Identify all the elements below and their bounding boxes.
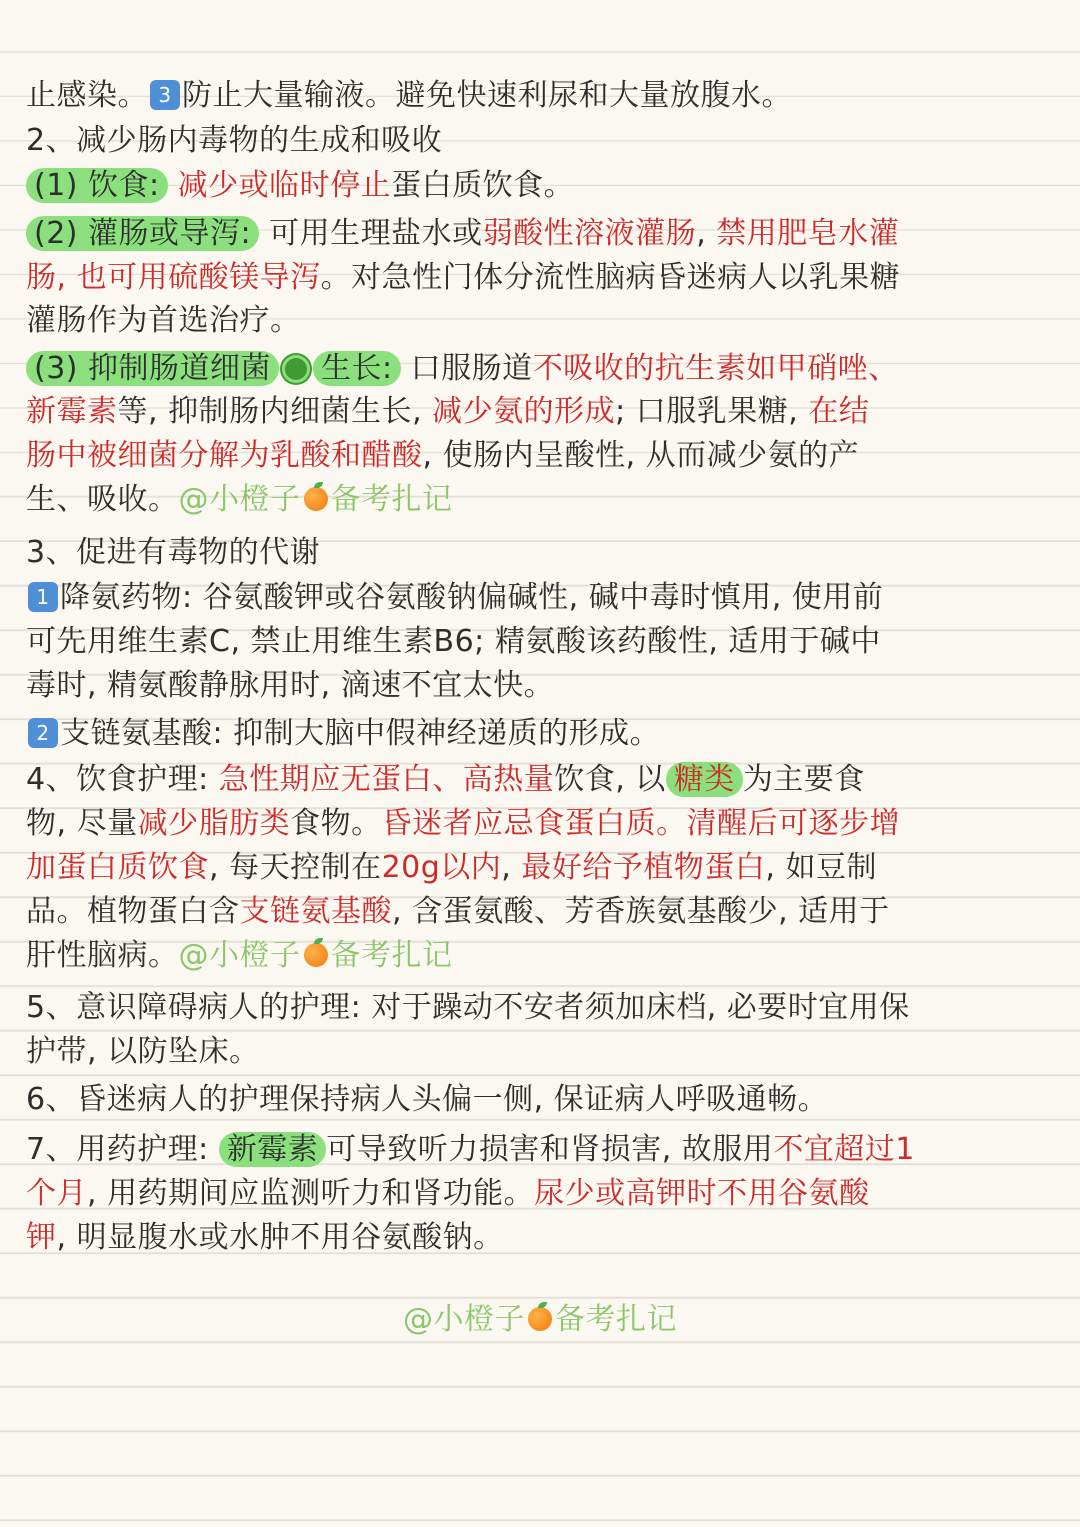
text-span: 防止大量输液。避免快速利尿和大量放腹水。 — [182, 78, 792, 113]
note-line — [26, 478, 1056, 522]
emphasis-text: 不宜超过1 — [773, 1132, 915, 1167]
emphasis-text: 加蛋白质饮食 — [26, 850, 209, 885]
number-badge-icon: 3 — [150, 80, 180, 110]
emphasis-text: 不吸收的抗生素如甲硝唑、 — [532, 351, 899, 386]
number-badge-icon: 1 — [28, 582, 58, 612]
watermark-footer — [0, 1298, 1080, 1342]
note-line — [26, 890, 1056, 934]
note-line — [26, 164, 1056, 208]
highlighted-text: 新霉素 — [219, 1132, 327, 1167]
text-span: 5、意识障碍病人的护理: 对于躁动不安者须加床档, 必要时宜用保 — [26, 990, 910, 1025]
emphasis-text: 支链氨基酸 — [239, 894, 392, 929]
emphasis-text: 禁用肥皂水灌 — [716, 216, 900, 251]
text-span: ; 口服乳果糖, — [615, 394, 809, 429]
text-span: , 明显腹水或水肿不用谷氨酸钠。 — [56, 1220, 504, 1255]
watermark-text: @小橙子 — [403, 1302, 525, 1337]
highlighted-text: (1) 饮食: — [26, 168, 168, 203]
emphasis-text: 在结 — [808, 394, 870, 429]
text-span: , 使肠内呈酸性, 从而减少氨的产 — [422, 438, 860, 473]
note-line — [26, 664, 1056, 708]
note-line — [26, 712, 1056, 756]
note-line — [26, 1030, 1056, 1074]
note-line — [26, 347, 1056, 391]
emphasis-text: 减少氨的形成 — [432, 394, 616, 429]
note-line — [26, 986, 1056, 1030]
text-span: 肝性脑病。 — [26, 938, 179, 973]
text-span: , — [696, 216, 717, 251]
emphasis-text: 急性期应无蛋白、高热量 — [218, 762, 555, 797]
watermark-text: @小橙子 — [178, 938, 301, 973]
highlighted-text: 生长: — [313, 351, 401, 386]
emphasis-text: 钾 — [26, 1220, 57, 1255]
watermark-text: 备考扎记 — [555, 1302, 677, 1337]
highlighted-text: (3) 抑制肠道细菌 — [26, 351, 279, 386]
highlighted-text: 糖类 — [666, 762, 743, 797]
orange-icon — [304, 487, 328, 511]
note-line — [26, 620, 1056, 664]
text-span: , 如豆制 — [765, 850, 877, 885]
emphasis-text: 20g以内 — [381, 850, 502, 885]
emphasis-text: 个月 — [26, 1176, 87, 1211]
text-span: 4、饮食护理: — [26, 762, 219, 797]
text-span: 饮食, 以 — [554, 762, 666, 797]
note-line — [26, 576, 1056, 620]
emphasis-text: 肠, 也可用硫酸镁导泻 — [26, 260, 321, 295]
note-line — [26, 934, 1056, 978]
watermark-text: 备考扎记 — [330, 938, 453, 973]
emphasis-text: 肠中被细菌分解为乳酸和醋酸 — [26, 438, 423, 473]
note-line — [26, 299, 1056, 343]
watermark-text: @小橙子 — [178, 482, 301, 517]
note-line — [26, 531, 1056, 575]
note-line — [26, 1078, 1056, 1122]
note-line — [26, 846, 1056, 890]
note-line — [26, 390, 1056, 434]
text-span: 口服肠道 — [400, 351, 533, 386]
text-span: 食物。 — [290, 806, 382, 841]
text-span: 蛋白质饮食。 — [391, 168, 575, 203]
emphasis-text: 减少或临时停止 — [167, 168, 392, 203]
number-badge-icon: 2 — [28, 718, 58, 748]
watermark-text: 备考扎记 — [330, 482, 453, 517]
text-span: 等, 抑制肠内细菌生长, — [117, 394, 433, 429]
emphasis-text: 尿少或高钾时不用谷氨酸 — [534, 1176, 870, 1211]
text-span: 护带, 以防坠床。 — [26, 1034, 260, 1069]
orange-icon — [304, 943, 328, 967]
text-span: 6、昏迷病人的护理保持病人头偏一侧, 保证病人呼吸通畅。 — [26, 1082, 829, 1117]
note-line — [26, 1128, 1056, 1172]
text-span: 生、吸收。 — [26, 482, 179, 517]
text-span: 可导致听力损害和肾损害, 故服用 — [326, 1132, 774, 1167]
note-line — [26, 256, 1056, 300]
emphasis-text: 最好给予植物蛋白 — [521, 850, 766, 885]
virus-icon — [285, 358, 307, 380]
emphasis-text: 减少脂肪类 — [137, 806, 291, 841]
note-line — [26, 758, 1056, 802]
emphasis-text: 昏迷者应忌食蛋白质。清醒后可逐步增 — [381, 806, 901, 841]
text-span: 3、促进有毒物的代谢 — [26, 535, 321, 570]
note-line — [26, 434, 1056, 478]
text-span: 支链氨基酸: 抑制大脑中假神经递质的形成。 — [60, 716, 661, 751]
text-span: , 用药期间应监测听力和肾功能。 — [87, 1176, 535, 1211]
text-span: 可先用维生素C, 禁止用维生素B6; 精氨酸该药酸性, 适用于碱中 — [26, 624, 881, 659]
text-span: , — [501, 850, 522, 885]
text-span: 止感染。 — [26, 78, 148, 113]
text-span: , 含蛋氨酸、芳香族氨基酸少, 适用于 — [392, 894, 890, 929]
text-span: 7、用药护理: — [26, 1132, 219, 1167]
note-line — [26, 74, 1056, 118]
text-span: 降氨药物: 谷氨酸钾或谷氨酸钠偏碱性, 碱中毒时慎用, 使用前 — [60, 580, 884, 615]
text-span: 。对急性门体分流性脑病昏迷病人以乳果糖 — [320, 260, 901, 295]
text-span: 2、减少肠内毒物的生成和吸收 — [26, 123, 443, 158]
orange-icon — [528, 1307, 552, 1331]
highlighted-text: (2) 灌肠或导泻: — [26, 216, 259, 251]
emphasis-text: 弱酸性溶液灌肠 — [482, 216, 697, 251]
text-span: 物, 尽量 — [26, 806, 138, 841]
note-line — [26, 212, 1056, 256]
text-span: 灌肠作为首选治疗。 — [26, 303, 301, 338]
text-span: 毒时, 精氨酸静脉用时, 滴速不宜太快。 — [26, 668, 555, 703]
text-span: 可用生理盐水或 — [259, 216, 483, 251]
text-span: , 每天控制在 — [209, 850, 382, 885]
text-span: 品。植物蛋白含 — [26, 894, 240, 929]
note-line — [26, 1216, 1056, 1260]
note-line — [26, 119, 1056, 163]
note-line — [26, 802, 1056, 846]
note-line — [26, 1172, 1056, 1216]
text-span: 为主要食 — [742, 762, 865, 797]
emphasis-text: 新霉素 — [26, 394, 118, 429]
